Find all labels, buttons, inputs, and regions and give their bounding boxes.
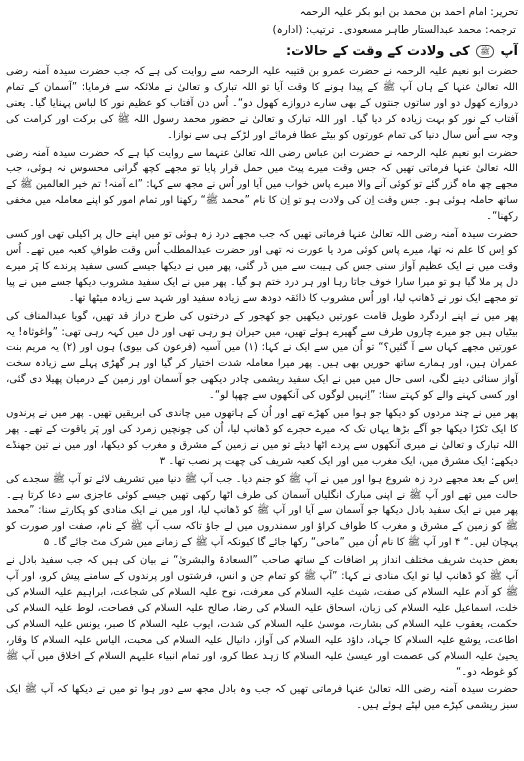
paragraph-2: حضرت ابو نعیم علیہ الرحمہ نے حضرت ابن عباس رضی اللہ تعالیٰ عنہما سے روایت کیا ہے کہ حضرت سیدہ آمنہ رضی اللہ تعالیٰ عنہا فرماتی تھیں کہ جس وقت میرے پیٹ میں حمل قرار پایا تو مجھے کچھ گرانی محسوس نہ ہوئی، جب مجھے چھ ماہ گزر گئے تو کوئی آنے والا میرے پاس خواب میں آیا اور اُس نے مجھ سے کہا: ”اے آمنہ! تم خیر العالمین ﷺ کے ساتھ حاملہ ہوئی ہو۔ جس وقت اِن کی ولادت ہو تو اِن کا نام ”محمد ﷺ“ رکھنا اور تمام امور کو اپنے معاملہ میں مخفی رکھنا“۔ [6,147,518,223]
translator-line: ترجمہ: محمد عبدالستار طاہر مسعودی۔ ترتیب: (ادارہ) [272,24,516,36]
honorific-badge: ﷺ [476,45,494,58]
paragraph-3: حضرت سیدہ آمنہ رضی اللہ تعالیٰ عنہا فرماتی تھیں کہ جب مجھے درد زہ ہوئی تو میں اپنے حال پر اکیلی تھی اور کسی کو اِس کا علم نہ تھا، میرے پاس کوئی مرد یا عورت نہ تھی اور حضرت عبدالمطلب اُس وقت طوافِ کعبہ میں تھے۔ اُس وقت میں نے ایک عظیم آواز سنی جس کی ہیبت سے میں ڈر گئی، پھر میں نے دیکھا جیسے کسی سفید پرندے کا پَر میرے دل پر ملا گیا ہو تو میرا سارا خوف جاتا رہا اور ہر درد ختم ہو گیا۔ پھر میں نے ایک سفید مشروب دیکھا جسے میں نے پیا تو مجھے ایک نور نے ڈھانپ لیا، اور اُس مشروب کا ذائقہ دودھ سے زیادہ سفید اور شہد سے زیادہ میٹھا تھا۔ [6,229,518,304]
heading-text-end: کی ولادت کے وقت کے حالات: [285,44,470,59]
author-line: تحریر: امام احمد بن محمد بن ابو بکر علیہ الرحمہ [299,6,518,18]
paragraph-4: پھر میں نے اپنے اردگرد طویل قامت عورتیں دیکھیں جو کھجور کے درختوں کی طرح دراز قد تھیں، گویا عبدالمناف کی بیٹیاں ہیں جو میرے چاروں طرف سے گھیرے ہوئے تھیں، میں حیران ہو رہی تھی اور دل میں کہہ رہی تھی: ”واغوثاہ! یہ عورتیں مجھے کہاں سے آ گئیں؟“ تو اُن میں سے ایک نے کہا: (۱) میں آسیہ (فرعون کی بیوی) ہوں اور (۲) یہ مریم بنت عمران ہیں، اور ہمارے ساتھ حوریں بھی ہیں۔ پھر میرا معاملہ شدت اختیار کر گیا اور ہر گھڑی پہلے سے زیادہ سخت آواز سنائی دینے لگی، اسی حال میں میں نے ایک سفید ریشمی چادر دیکھی جو آسمان اور زمین کے درمیان پھیلا دی گئی، اور کسی کہنے والے کو کہتے سنا: ”اِنہیں لوگوں کی آنکھوں سے چھپا لو“۔ [6,310,519,402]
heading-text-start: آپ [500,44,518,59]
paragraph-1: حضرت ابو نعیم علیہ الرحمہ نے حضرت عمرو بن قتیبہ علیہ الرحمہ سے روایت کی ہے کہ جب حضرت سیدہ آمنہ رضی اللہ تعالیٰ عنہا کے ہاں آپ ﷺ کے پیدا ہونے کا وقت آیا تو اللہ تبارک و تعالیٰ نے ملائکہ سے فرمایا: ”آسمان کے تمام دروازے کھول دو اور ساتوں جنتوں کے بھی سارے دروازے کھول دو“۔ اُس دن آفتاب کو عظیم نور کا لباس پہنایا گیا۔ یعنی آفتاب کے نور کو بہت زیادہ کر دیا گیا۔ اور اللہ تبارک و تعالیٰ نے حضور محمد رسول اللہ ﷺ کی برکت اور کرامت کی وجہ سے اُس سال دنیا کی تمام عورتوں کو بیٹے عطا فرمائے اور لڑکے ہی سے نوازا۔ [6,66,518,141]
paragraph-8: حضرت سیدہ آمنہ رضی اللہ تعالیٰ عنہا فرماتی تھیں کہ جب وہ بادل مجھ سے دور ہوا تو میں نے دیکھا کہ آپ ﷺ ایک سبز ریشمی کپڑے میں لپٹے ہوئے ہیں۔ [6,684,518,712]
section-heading [6,41,518,63]
paragraph-5: پھر میں نے چند مردوں کو دیکھا جو ہوا میں کھڑے تھے اور اُن کے ہاتھوں میں چاندی کی ابریقیں تھیں۔ پھر میں نے پرندوں کا ایک ٹکڑا دیکھا جو آگے بڑھا یہاں تک کہ میرے حجرے کو ڈھانپ لیا، اُن کی چونچیں زمرد کی اور پَر یاقوت کے تھے۔ پھر اللہ تبارک و تعالیٰ نے میری آنکھوں سے پردے اٹھا دیئے تو میں نے زمین کے مشرق و مغرب کو دیکھا، اور میں نے تین جھنڈے دیکھے: ایک مشرق میں، ایک مغرب میں اور ایک کعبہ شریف کی چھت پر نصب تھا۔ ۳ [6,408,518,467]
paragraph-7: بعض حدیث شریف مختلف انداز پر اضافات کے ساتھ صاحب ”السعادۃ والبشریٰ“ نے بیان کی ہیں کہ جب سفید بادل نے آپ ﷺ کو ڈھانپ لیا تو ایک منادی نے کہا: ”آپ ﷺ کو تمام جن و انس، فرشتوں اور پرندوں کے سامنے پیش کرو، اور آپ ﷺ کو آدم علیہ السلام کی صفت، شیث علیہ السلام کی معرفت، نوح علیہ السلام کی شجاعت، ابراہیم علیہ السلام کی خلت، اسماعیل علیہ السلام کی زبان، اسحاق علیہ السلام کی رضا، صالح علیہ السلام کی فصاحت، لوط علیہ السلام کی حکمت، یعقوب علیہ السلام کی بشارت، موسیٰ علیہ السلام کی شدت، ایوب علیہ السلام کا صبر، یونس علیہ السلام کی اطاعت، یوشع علیہ السلام کا جہاد، داؤد علیہ السلام کی آواز، دانیال علیہ السلام کی محبت، الیاس علیہ السلام کا وقار، یحییٰ علیہ السلام کی عصمت اور عیسیٰ علیہ السلام کا زہد عطا کرو، اور تمام انبیاء علیہم السلام کے اخلاق میں آپ ﷺ کو غوطہ دو۔“ [6,555,518,678]
paragraph-6: اِس کے بعد مجھے درد زہ شروع ہوا اور میں نے آپ ﷺ کو جنم دیا۔ جب آپ ﷺ دنیا میں تشریف لائے تو آپ ﷺ سجدے کی حالت میں تھے اور آپ ﷺ نے اپنی مبارک انگلیاں آسمان کی طرف اٹھا رکھی تھیں جیسے کوئی عاجزی سے دعا کرتا ہے۔ پھر میں نے ایک سفید بادل دیکھا جو آسمان سے آیا اور آپ ﷺ کو ڈھانپ لیا، اور میں نے ایک منادی کو پکارتے سنا: ”محمد ﷺ کو زمین کے مشرق و مغرب کا طواف کراؤ اور سمندروں میں لے جاؤ تاکہ سب آپ ﷺ کے نام، صفت اور صورت کو پہچان لیں۔“ ۴ اور آپ ﷺ کا نام اُن میں ”ماحی“ رکھا جائے گا کیونکہ آپ ﷺ کے زمانے میں شرک مٹ جائے گا۔ ۵ [6,473,518,549]
